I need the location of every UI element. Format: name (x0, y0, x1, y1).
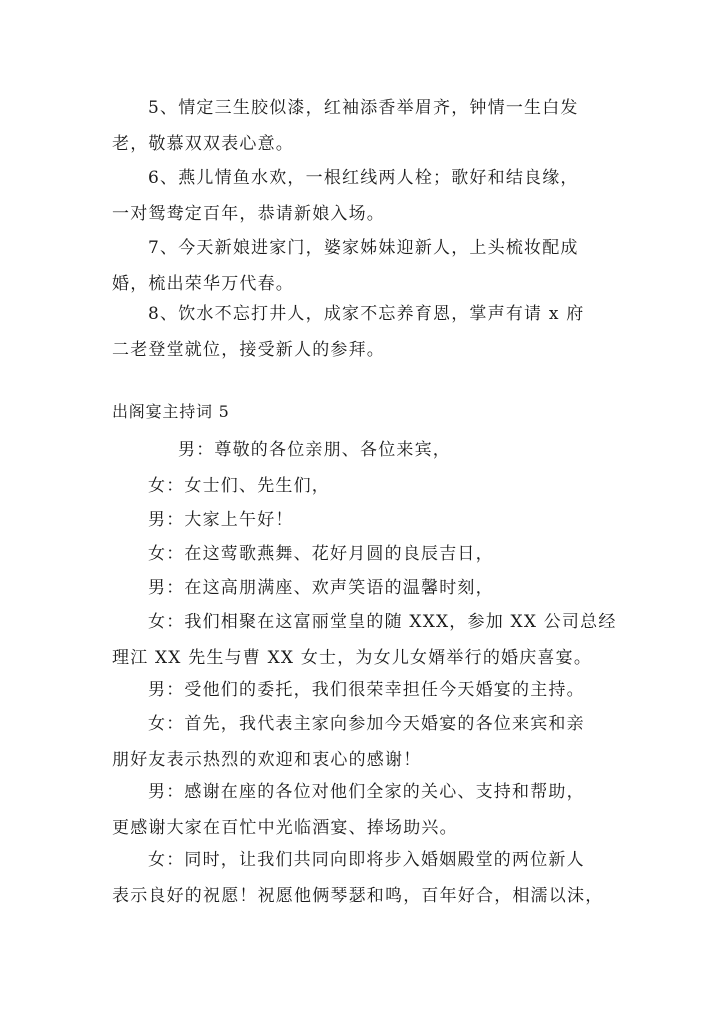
section-title: 出阁宴主持词 5 (112, 402, 230, 421)
text-line: 8、饮水不忘打井人，成家不忘养育恩，掌声有请 x 府 (148, 304, 585, 324)
text-line: 男：感谢在座的各位对他们全家的关心、支持和帮助， (148, 782, 585, 802)
dialogue-line (112, 706, 612, 778)
dialogue-line (112, 672, 612, 708)
dialogue-line (112, 842, 612, 914)
text-line: 男：大家上午好！ (148, 510, 294, 530)
dialogue-line (112, 468, 612, 504)
dialogue-line (112, 570, 612, 606)
text-line: 表示良好的祝愿！祝愿他俩琴瑟和鸣，百年好合，相濡以沫， (112, 886, 604, 906)
text-line: 7、今天新娘进家门，婆家姊妹迎新人，上头梳妆配成 (148, 238, 579, 258)
text-line: 二老登堂就位，接受新人的参拜。 (112, 340, 385, 360)
dialogue-line (112, 536, 612, 572)
text-line: 理江 XX 先生与曹 XX 女士，为女儿女婿举行的婚庆喜宴。 (112, 648, 593, 668)
text-line: 女：我们相聚在这富丽堂皇的随 XXX，参加 XX 公司总经 (148, 612, 617, 632)
text-line: 朋好友表示热烈的欢迎和衷心的感谢！ (112, 750, 422, 770)
paragraph-5 (112, 90, 612, 162)
text-line: 女：首先，我代表主家向参加今天婚宴的各位来宾和亲 (148, 714, 585, 734)
text-line: 女：在这莺歌燕舞、花好月圆的良辰吉日， (148, 544, 494, 564)
paragraph-7 (112, 230, 612, 302)
text-line: 婚，梳出荣华万代春。 (112, 274, 294, 294)
text-line: 5、情定三生胶似漆，红袖添香举眉齐，钟情一生白发 (148, 98, 579, 118)
dialogue-line (112, 502, 612, 538)
text-line: 男：在这高朋满座、欢声笑语的温馨时刻， (148, 578, 494, 598)
dialogue-line (112, 604, 617, 676)
text-line: 男：受他们的委托，我们很荣幸担任今天婚宴的主持。 (148, 680, 585, 700)
paragraph-6 (112, 160, 612, 232)
text-line: 女：女士们、先生们， (148, 476, 330, 496)
dialogue-line (112, 432, 612, 468)
dialogue-line (112, 774, 612, 846)
text-line: 一对鸳鸯定百年，恭请新娘入场。 (112, 204, 385, 224)
text-line: 女：同时，让我们共同向即将步入婚姻殿堂的两位新人 (148, 850, 585, 870)
paragraph-8 (112, 296, 612, 368)
text-line: 男：尊敬的各位亲朋、各位来宾， (178, 440, 451, 460)
text-line: 更感谢大家在百忙中光临酒宴、捧场助兴。 (112, 818, 458, 838)
text-line: 6、燕儿情鱼水欢，一根红线两人栓；歌好和结良缘， (148, 168, 579, 188)
text-line: 老，敬慕双双表心意。 (112, 134, 294, 154)
